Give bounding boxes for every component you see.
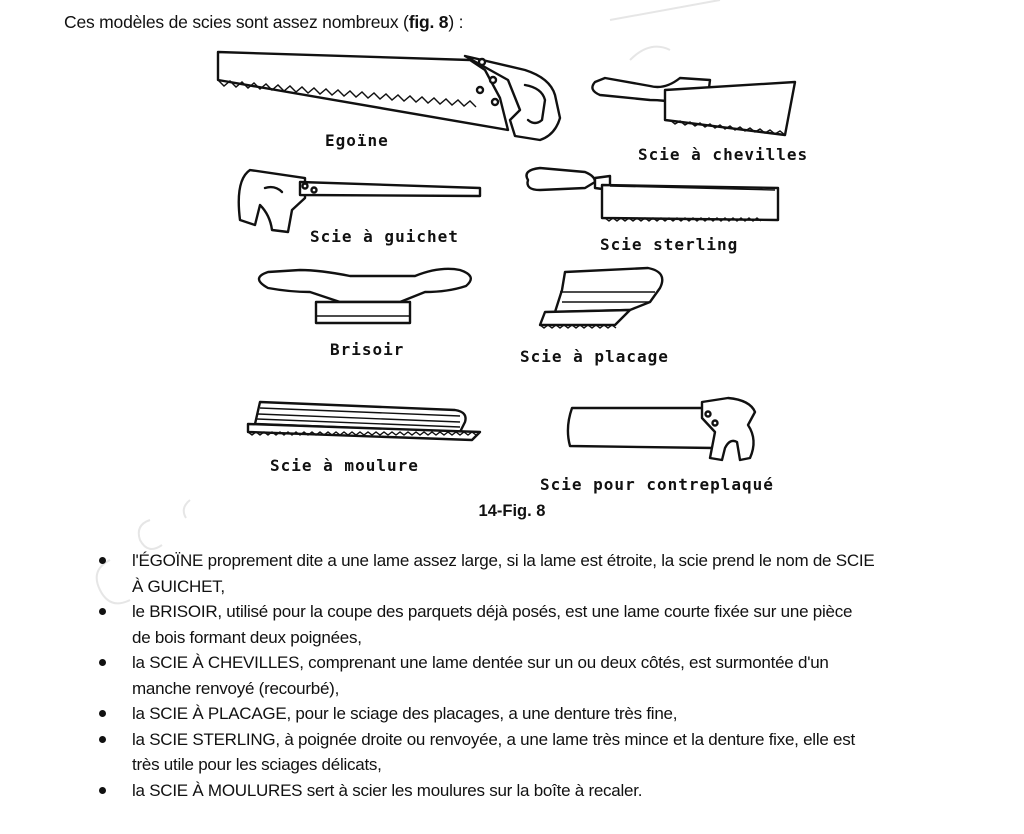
saw-figure — [210, 40, 820, 500]
list-item-line: À GUICHET, — [132, 576, 225, 596]
intro-text: Ces modèles de scies sont assez nombreux ( — [64, 12, 409, 32]
bullet-icon — [99, 608, 106, 615]
list-item-line: de bois formant deux poignées, — [132, 627, 362, 647]
label-scie-contreplaque: Scie pour contreplaqué — [540, 475, 774, 494]
egoine-drawing — [218, 52, 560, 140]
list-item — [88, 548, 968, 599]
list-item — [88, 650, 968, 701]
label-scie-guichet: Scie à guichet — [310, 227, 459, 246]
label-scie-chevilles: Scie à chevilles — [638, 145, 809, 164]
label-brisoir: Brisoir — [330, 340, 405, 359]
list-item — [88, 727, 968, 778]
scie-placage-drawing — [540, 268, 662, 328]
list-item-line: manche renvoyé (recourbé), — [132, 678, 340, 698]
bullet-icon — [99, 710, 106, 717]
scie-sterling-drawing — [527, 168, 779, 221]
brisoir-drawing — [259, 269, 471, 323]
list-item-line: très utile pour les sciages délicats, — [132, 755, 382, 774]
list-item-line: l'ÉGOÏNE proprement dite a une lame assez large, si la lame est étroite, la scie prend le nom de SCIE — [132, 551, 875, 570]
scie-moulure-drawing — [248, 402, 480, 440]
list-item-line: la SCIE À PLACAGE, pour le sciage des placages, a une denture très fine, — [132, 704, 678, 723]
list-item — [88, 599, 968, 650]
list-item — [88, 778, 968, 804]
bullet-list — [88, 548, 968, 803]
list-item — [88, 701, 968, 727]
label-scie-sterling: Scie sterling — [600, 235, 739, 254]
label-scie-placage: Scie à placage — [520, 347, 669, 366]
bullet-icon — [99, 787, 106, 794]
figure-reference: fig. 8 — [408, 12, 449, 32]
label-scie-moulure: Scie à moulure — [270, 456, 419, 475]
scie-chevilles-drawing — [592, 78, 795, 135]
list-item-line: la SCIE À MOULURES sert à scier les moulures sur la boîte à recaler. — [132, 780, 643, 800]
list-item-line: le BRISOIR, utilisé pour la coupe des parquets déjà posés, est une lame courte fixée sur une pièce — [132, 602, 853, 621]
bullet-icon — [99, 557, 106, 564]
intro-text-end: ) : — [448, 12, 464, 32]
intro-paragraph — [64, 12, 463, 33]
list-item-line: la SCIE STERLING, à poignée droite ou renvoyée, a une lame très mince et la denture fixe, elle est — [132, 729, 855, 749]
bullet-icon — [99, 659, 106, 666]
scie-contreplaque-drawing — [568, 398, 755, 460]
figure-caption: 14-Fig. 8 — [478, 502, 546, 520]
bullet-icon — [99, 736, 106, 743]
label-egoine: Egoïne — [325, 131, 389, 150]
saw-illustration — [210, 40, 820, 500]
list-item-line: la SCIE À CHEVILLES, comprenant une lame dentée sur un ou deux côtés, est surmontée d'un — [132, 653, 829, 672]
scie-guichet-drawing — [239, 170, 480, 232]
